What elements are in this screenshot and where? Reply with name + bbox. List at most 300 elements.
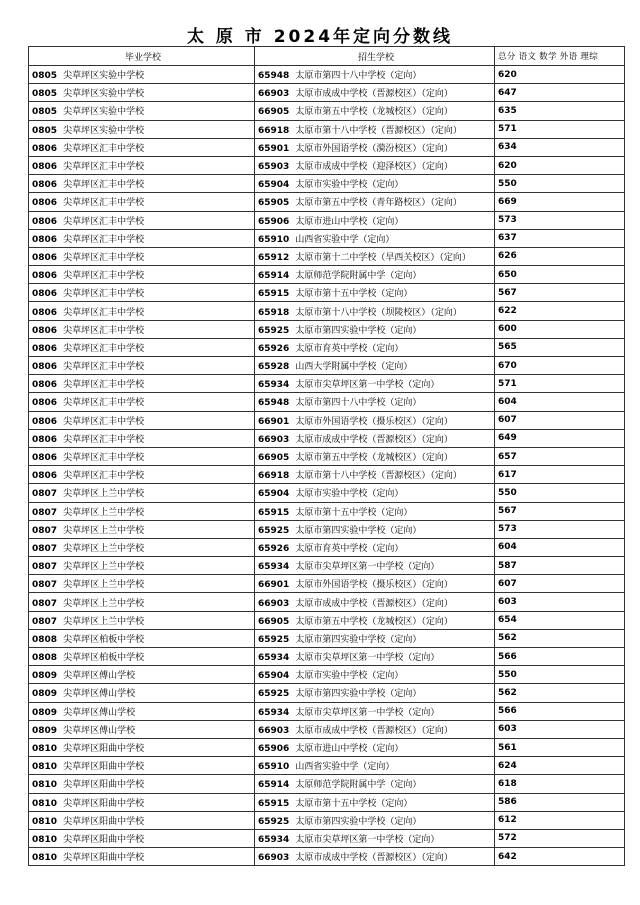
admit-school-name: 太原市第十二中学校（旱西关校区）（定向） [295,252,471,263]
cell-score [495,393,625,411]
cell-score [495,266,625,284]
table-row [29,375,625,393]
table-row [29,702,625,720]
grad-school-code: 0805 [32,125,58,136]
grad-school-name: 尖草坪区汇丰中学校 [63,453,145,464]
table-row [29,502,625,520]
cell-score [495,411,625,429]
admit-school-code: 65925 [258,689,290,700]
admit-school-code: 65925 [258,325,290,336]
cell-admit-school [255,611,495,629]
table-row [29,447,625,465]
total-score: 620 [498,160,517,171]
table-row [29,775,625,793]
cell-admit-school [255,102,495,120]
grad-school-code: 0809 [32,707,58,718]
grad-school-name: 尖草坪区傅山学校 [63,671,136,682]
table-row [29,156,625,174]
admit-school-name: 太原市第十五中学校（定向） [295,289,413,300]
total-score: 642 [498,851,517,862]
total-score: 647 [498,87,517,98]
cell-score [495,175,625,193]
grad-school-code: 0806 [32,271,58,282]
cell-grad-school [29,447,255,465]
grad-school-code: 0810 [32,816,58,827]
total-score: 550 [498,487,517,498]
admit-school-code: 66903 [258,434,290,445]
cell-grad-school [29,393,255,411]
grad-school-code: 0809 [32,725,58,736]
cell-score [495,829,625,847]
admit-school-name: 山西省实验中学（定向） [295,762,395,773]
cell-score [495,520,625,538]
grad-school-code: 0808 [32,634,58,645]
total-score: 572 [498,833,517,844]
cell-admit-school [255,429,495,447]
grad-school-name: 尖草坪区实验中学校 [63,125,145,136]
cell-score [495,775,625,793]
grad-school-name: 尖草坪区汇丰中学校 [63,471,145,482]
grad-school-name: 尖草坪区阳曲中学校 [63,853,145,864]
grad-school-name: 尖草坪区上兰中学校 [63,562,145,573]
admit-school-code: 66901 [258,580,290,591]
cell-grad-school [29,811,255,829]
table-row [29,66,625,84]
admit-school-name: 太原市实验中学校（定向） [295,180,404,191]
cell-score [495,156,625,174]
table-row [29,120,625,138]
admit-school-code: 65926 [258,343,290,354]
grad-school-name: 尖草坪区汇丰中学校 [63,362,145,373]
grad-school-name: 尖草坪区汇丰中学校 [63,343,145,354]
cell-score [495,648,625,666]
cell-score [495,611,625,629]
grad-school-code: 0806 [32,252,58,263]
cell-grad-school [29,720,255,738]
cell-score [495,811,625,829]
cell-admit-school [255,793,495,811]
cell-grad-school [29,411,255,429]
cell-admit-school [255,175,495,193]
cell-admit-school [255,393,495,411]
cell-score [495,793,625,811]
table-row [29,411,625,429]
total-score: 637 [498,233,517,244]
total-score: 603 [498,724,517,735]
admit-school-code: 66903 [258,725,290,736]
grad-school-name: 尖草坪区汇丰中学校 [63,180,145,191]
cell-admit-school [255,375,495,393]
cell-grad-school [29,684,255,702]
cell-grad-school [29,757,255,775]
admit-school-name: 太原市实验中学校（定向） [295,489,404,500]
cell-grad-school [29,284,255,302]
cell-grad-school [29,848,255,866]
cell-score [495,66,625,84]
total-score: 561 [498,742,517,753]
cell-grad-school [29,520,255,538]
grad-school-code: 0806 [32,362,58,373]
admit-school-code: 65915 [258,507,290,518]
cell-admit-school [255,829,495,847]
admit-school-name: 太原市尖草坪区第一中学校（定向） [295,562,440,573]
table-row [29,557,625,575]
admit-school-name: 太原市第五中学校（龙城校区）（定向） [295,616,453,627]
grad-school-code: 0806 [32,216,58,227]
admit-school-name: 太原市第四实验中学校（定向） [295,325,422,336]
cell-grad-school [29,738,255,756]
cell-grad-school [29,320,255,338]
admit-school-code: 66918 [258,471,290,482]
table-row [29,484,625,502]
admit-school-code: 65915 [258,289,290,300]
table-row [29,611,625,629]
cell-admit-school [255,484,495,502]
cell-grad-school [29,375,255,393]
total-score: 626 [498,251,517,262]
cell-admit-school [255,848,495,866]
grad-school-name: 尖草坪区阳曲中学校 [63,780,145,791]
grad-school-name: 尖草坪区汇丰中学校 [63,380,145,391]
grad-school-name: 尖草坪区阳曲中学校 [63,762,145,773]
admit-school-name: 太原市第十八中学校（晋源校区）（定向） [295,471,462,482]
grad-school-name: 尖草坪区傅山学校 [63,689,136,700]
table-row [29,538,625,556]
page-title: 太 原 市 2024年定向分数线 [186,27,454,47]
cell-score [495,593,625,611]
cell-score [495,193,625,211]
cell-score [495,538,625,556]
total-score: 573 [498,524,517,535]
grad-school-name: 尖草坪区汇丰中学校 [63,198,145,209]
cell-grad-school [29,484,255,502]
cell-grad-school [29,466,255,484]
grad-school-code: 0806 [32,198,58,209]
cell-score [495,211,625,229]
cell-score [495,338,625,356]
cell-score [495,84,625,102]
admit-school-code: 66903 [258,89,290,100]
grad-school-name: 尖草坪区阳曲中学校 [63,744,145,755]
cell-grad-school [29,575,255,593]
grad-school-code: 0807 [32,616,58,627]
header-score: 总分 语文 数学 外语 理综 [495,47,625,66]
cell-grad-school [29,211,255,229]
admit-school-code: 65934 [258,707,290,718]
cell-admit-school [255,447,495,465]
cell-admit-school [255,520,495,538]
cell-admit-school [255,84,495,102]
cell-grad-school [29,775,255,793]
cell-score [495,447,625,465]
cell-admit-school [255,66,495,84]
cell-admit-school [255,538,495,556]
total-score: 571 [498,378,517,389]
score-table [28,46,625,866]
admit-school-name: 太原市育英中学校（定向） [295,543,404,554]
cell-score [495,684,625,702]
table-row [29,575,625,593]
admit-school-name: 太原市第四实验中学校（定向） [295,816,422,827]
admit-school-code: 65914 [258,780,290,791]
table-row [29,338,625,356]
table-row [29,811,625,829]
table-row [29,666,625,684]
total-score: 624 [498,760,517,771]
cell-admit-school [255,466,495,484]
total-score: 634 [498,142,517,153]
cell-admit-school [255,284,495,302]
table-row [29,393,625,411]
grad-school-code: 0805 [32,71,58,82]
total-score: 603 [498,597,517,608]
admit-school-name: 太原市第十五中学校（定向） [295,507,413,518]
table-row [29,138,625,156]
admit-school-code: 65928 [258,362,290,373]
cell-grad-school [29,247,255,265]
table-row [29,757,625,775]
table-row [29,284,625,302]
grad-school-code: 0806 [32,434,58,445]
grad-school-name: 尖草坪区汇丰中学校 [63,289,145,300]
table-row [29,193,625,211]
grad-school-code: 0806 [32,162,58,173]
total-score: 635 [498,105,517,116]
cell-score [495,848,625,866]
total-score: 587 [498,560,517,571]
cell-score [495,102,625,120]
cell-admit-school [255,247,495,265]
cell-score [495,247,625,265]
table-row [29,648,625,666]
grad-school-code: 0810 [32,834,58,845]
cell-score [495,284,625,302]
grad-school-code: 0807 [32,489,58,500]
table-row [29,302,625,320]
grad-school-name: 尖草坪区上兰中学校 [63,543,145,554]
cell-admit-school [255,684,495,702]
table-row [29,848,625,866]
admit-school-code: 66903 [258,598,290,609]
cell-grad-school [29,66,255,84]
admit-school-name: 太原市尖草坪区第一中学校（定向） [295,380,440,391]
cell-score [495,302,625,320]
admit-school-name: 太原市第十八中学校（晋源校区）（定向） [295,125,462,136]
cell-grad-school [29,429,255,447]
admit-school-code: 65906 [258,216,290,227]
admit-school-name: 太原市第十五中学校（定向） [295,798,413,809]
grad-school-code: 0807 [32,507,58,518]
table-row [29,429,625,447]
admit-school-code: 65912 [258,252,290,263]
grad-school-name: 尖草坪区汇丰中学校 [63,434,145,445]
admit-school-name: 太原市尖草坪区第一中学校（定向） [295,653,440,664]
cell-admit-school [255,575,495,593]
grad-school-code: 0806 [32,143,58,154]
table-row [29,829,625,847]
table-row [29,629,625,647]
total-score: 550 [498,669,517,680]
admit-school-name: 太原市成成中学校（晋源校区）（定向） [295,853,453,864]
cell-grad-school [29,648,255,666]
cell-score [495,720,625,738]
admit-school-code: 65925 [258,525,290,536]
admit-school-code: 66905 [258,453,290,464]
table-row [29,720,625,738]
grad-school-name: 尖草坪区上兰中学校 [63,580,145,591]
grad-school-name: 尖草坪区上兰中学校 [63,489,145,500]
grad-school-name: 尖草坪区上兰中学校 [63,525,145,536]
grad-school-name: 尖草坪区实验中学校 [63,89,145,100]
grad-school-code: 0807 [32,562,58,573]
grad-school-name: 尖草坪区柏板中学校 [63,653,145,664]
grad-school-code: 0805 [32,107,58,118]
total-score: 670 [498,360,517,371]
total-score: 566 [498,706,517,717]
table-row [29,320,625,338]
cell-grad-school [29,84,255,102]
header-grad-school: 毕业学校 [29,47,255,66]
cell-score [495,357,625,375]
total-score: 562 [498,633,517,644]
cell-grad-school [29,102,255,120]
admit-school-name: 太原市外国语学校（摄乐校区）（定向） [295,580,453,591]
total-score: 617 [498,469,517,480]
total-score: 567 [498,506,517,517]
total-score: 654 [498,615,517,626]
admit-school-name: 太原市成成中学校（晋源校区）（定向） [295,598,453,609]
total-score: 586 [498,797,517,808]
cell-admit-school [255,502,495,520]
admit-school-code: 65925 [258,634,290,645]
total-score: 573 [498,215,517,226]
grad-school-name: 尖草坪区傅山学校 [63,725,136,736]
cell-admit-school [255,211,495,229]
admit-school-code: 65901 [258,143,290,154]
cell-grad-school [29,357,255,375]
total-score: 618 [498,778,517,789]
grad-school-code: 0808 [32,653,58,664]
table-row [29,102,625,120]
cell-admit-school [255,193,495,211]
admit-school-name: 太原市进山中学校（定向） [295,216,404,227]
cell-grad-school [29,338,255,356]
admit-school-name: 太原市成成中学校（晋源校区）（定向） [295,434,453,445]
grad-school-name: 尖草坪区汇丰中学校 [63,325,145,336]
admit-school-name: 太原市成成中学校（晋源校区）（定向） [295,725,453,736]
grad-school-code: 0810 [32,762,58,773]
total-score: 604 [498,396,517,407]
total-score: 657 [498,451,517,462]
admit-school-code: 65910 [258,762,290,773]
cell-grad-school [29,538,255,556]
cell-admit-school [255,320,495,338]
admit-school-name: 太原市第五中学校（青年路校区）（定向） [295,198,462,209]
cell-admit-school [255,302,495,320]
cell-admit-school [255,775,495,793]
grad-school-name: 尖草坪区阳曲中学校 [63,834,145,845]
grad-school-code: 0809 [32,689,58,700]
admit-school-code: 65904 [258,489,290,500]
grad-school-name: 尖草坪区上兰中学校 [63,507,145,518]
grad-school-code: 0810 [32,798,58,809]
cell-admit-school [255,648,495,666]
cell-admit-school [255,738,495,756]
cell-grad-school [29,502,255,520]
cell-score [495,738,625,756]
cell-admit-school [255,666,495,684]
grad-school-code: 0806 [32,234,58,245]
cell-score [495,502,625,520]
grad-school-code: 0806 [32,453,58,464]
cell-admit-school [255,357,495,375]
total-score: 565 [498,342,517,353]
admit-school-name: 太原市第五中学校（龙城校区）（定向） [295,107,453,118]
admit-school-code: 65925 [258,816,290,827]
grad-school-code: 0809 [32,671,58,682]
grad-school-code: 0810 [32,780,58,791]
admit-school-name: 太原市第四实验中学校（定向） [295,634,422,645]
admit-school-code: 65948 [258,398,290,409]
cell-admit-school [255,266,495,284]
admit-school-code: 65926 [258,543,290,554]
grad-school-name: 尖草坪区汇丰中学校 [63,162,145,173]
grad-school-code: 0806 [32,325,58,336]
admit-school-name: 太原市第四十八中学校（定向） [295,398,422,409]
grad-school-name: 尖草坪区傅山学校 [63,707,136,718]
table-row [29,175,625,193]
table-row [29,247,625,265]
total-score: 669 [498,196,517,207]
total-score: 604 [498,542,517,553]
cell-score [495,557,625,575]
table-row [29,793,625,811]
admit-school-name: 太原市成成中学校（晋源校区）（定向） [295,89,453,100]
grad-school-code: 0805 [32,89,58,100]
admit-school-code: 65915 [258,798,290,809]
table-row [29,266,625,284]
table-row [29,466,625,484]
cell-score [495,320,625,338]
cell-grad-school [29,193,255,211]
cell-admit-school [255,156,495,174]
cell-admit-school [255,229,495,247]
grad-school-code: 0806 [32,471,58,482]
total-score: 620 [498,69,517,80]
admit-school-code: 65934 [258,653,290,664]
admit-school-name: 太原师范学院附属中学（定向） [295,780,422,791]
admit-school-code: 65934 [258,380,290,391]
cell-grad-school [29,629,255,647]
cell-admit-school [255,702,495,720]
grad-school-code: 0807 [32,580,58,591]
table-row [29,357,625,375]
admit-school-name: 太原市第四十八中学校（定向） [295,71,422,82]
cell-admit-school [255,557,495,575]
admit-school-name: 太原师范学院附属中学（定向） [295,271,422,282]
grad-school-name: 尖草坪区上兰中学校 [63,616,145,627]
grad-school-code: 0807 [32,525,58,536]
admit-school-name: 太原市育英中学校（定向） [295,343,404,354]
cell-grad-school [29,138,255,156]
total-score: 571 [498,124,517,135]
table-row [29,229,625,247]
admit-school-name: 太原市尖草坪区第一中学校（定向） [295,707,440,718]
admit-school-name: 太原市第十八中学校（坝陵校区）（定向） [295,307,462,318]
grad-school-name: 尖草坪区阳曲中学校 [63,798,145,809]
cell-score [495,138,625,156]
grad-school-code: 0806 [32,307,58,318]
